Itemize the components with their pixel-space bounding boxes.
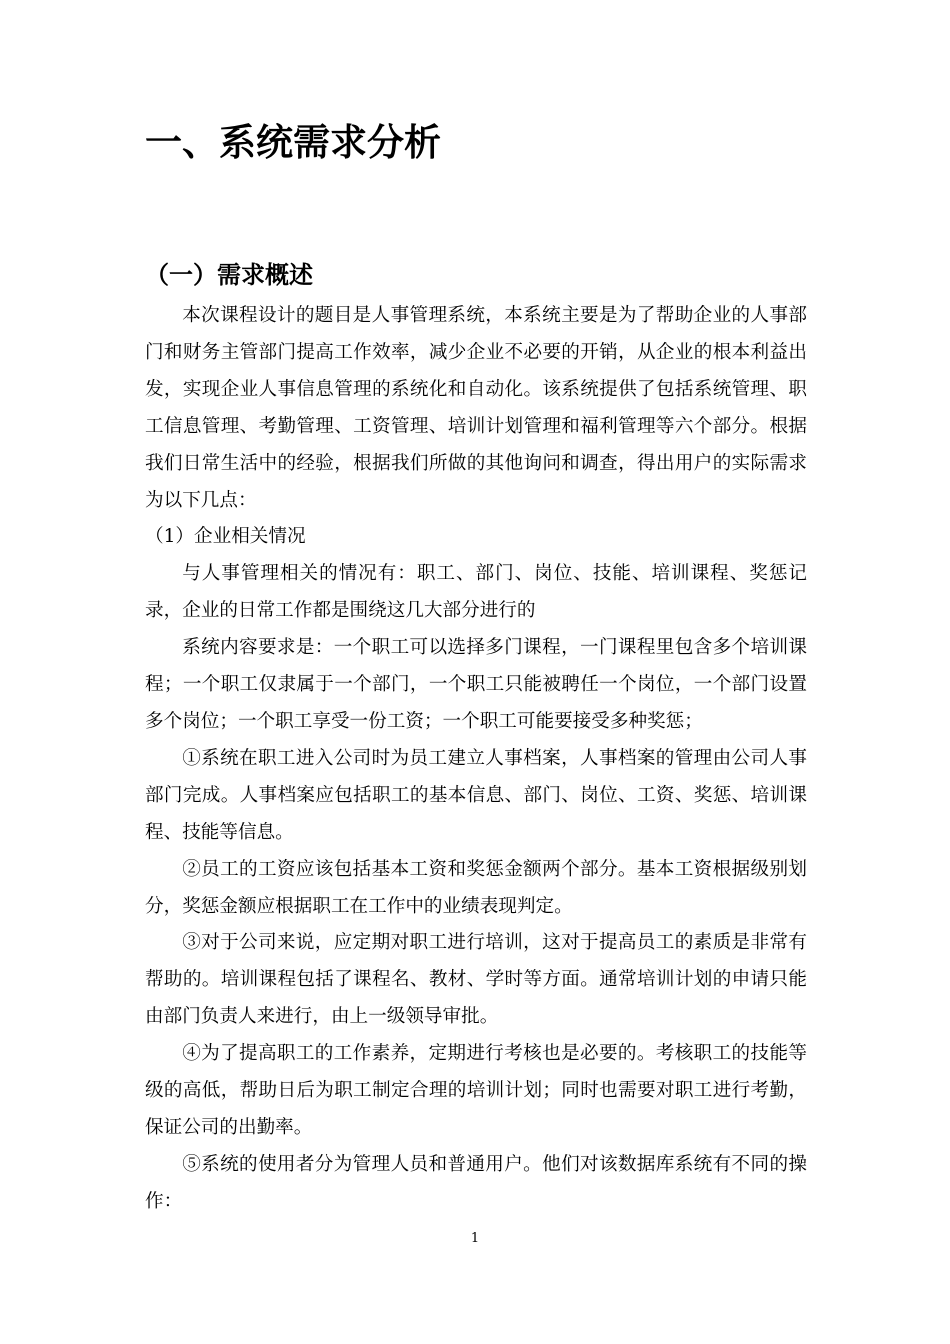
paragraph-item-1: ①系统在职工进入公司时为员工建立人事档案，人事档案的管理由公司人事部门完成。人事档案应包括职工的基本信息、部门、岗位、工资、奖惩、培训课程、技能等信息。 bbox=[145, 747, 807, 843]
paragraph-overview: 本次课程设计的题目是人事管理系统，本系统主要是为了帮助企业的人事部门和财务主管部门提高工作效率，减少企业不必要的开销，从企业的根本利益出发，实现企业人事信息管理的系统化和自动化。该系统提供了包括系统管理、职工信息管理、考勤管理、工资管理、培训计划管理和福利管理等六个部分。根据我们日常生活中的经验，根据我们所做的其他询问和调查，得出用户的实际需求为以下几点： bbox=[145, 305, 807, 511]
paragraph-item-2: ②员工的工资应该包括基本工资和奖惩金额两个部分。基本工资根据级别划分，奖惩金额应根据职工在工作中的业绩表现判定。 bbox=[145, 858, 807, 917]
section-heading: （一）需求概述 bbox=[145, 261, 313, 289]
paragraph-subheading-enterprise: （1）企业相关情况 bbox=[145, 526, 306, 548]
paragraph-item-4: ④为了提高职工的工作素养，定期进行考核也是必要的。考核职工的技能等级的高低，帮助日后为职工制定合理的培训计划；同时也需要对职工进行考勤，保证公司的出勤率。 bbox=[145, 1043, 807, 1138]
paragraph-item-5: ⑤系统的使用者分为管理人员和普通用户。他们对该数据库系统有不同的操作： bbox=[145, 1153, 807, 1212]
section-body bbox=[145, 298, 807, 1221]
page-number: 1 bbox=[470, 1231, 480, 1246]
paragraph-system-requirements: 系统内容要求是：一个职工可以选择多门课程，一门课程里包含多个培训课程；一个职工仅隶属于一个部门，一个职工只能被聘任一个岗位，一个部门设置多个岗位；一个职工享受一份工资；一个职工可能要接受多种奖惩； bbox=[145, 637, 807, 732]
paragraph-related-items: 与人事管理相关的情况有：职工、部门、岗位、技能、培训课程、奖惩记录，企业的日常工作都是围绕这几大部分进行的 bbox=[145, 563, 807, 622]
paragraph-item-3: ③对于公司来说，应定期对职工进行培训，这对于提高员工的素质是非常有帮助的。培训课程包括了课程名、教材、学时等方面。通常培训计划的申请只能由部门负责人来进行，由上一级领导审批。 bbox=[145, 932, 807, 1028]
chapter-heading: 一、系统需求分析 bbox=[145, 121, 441, 164]
